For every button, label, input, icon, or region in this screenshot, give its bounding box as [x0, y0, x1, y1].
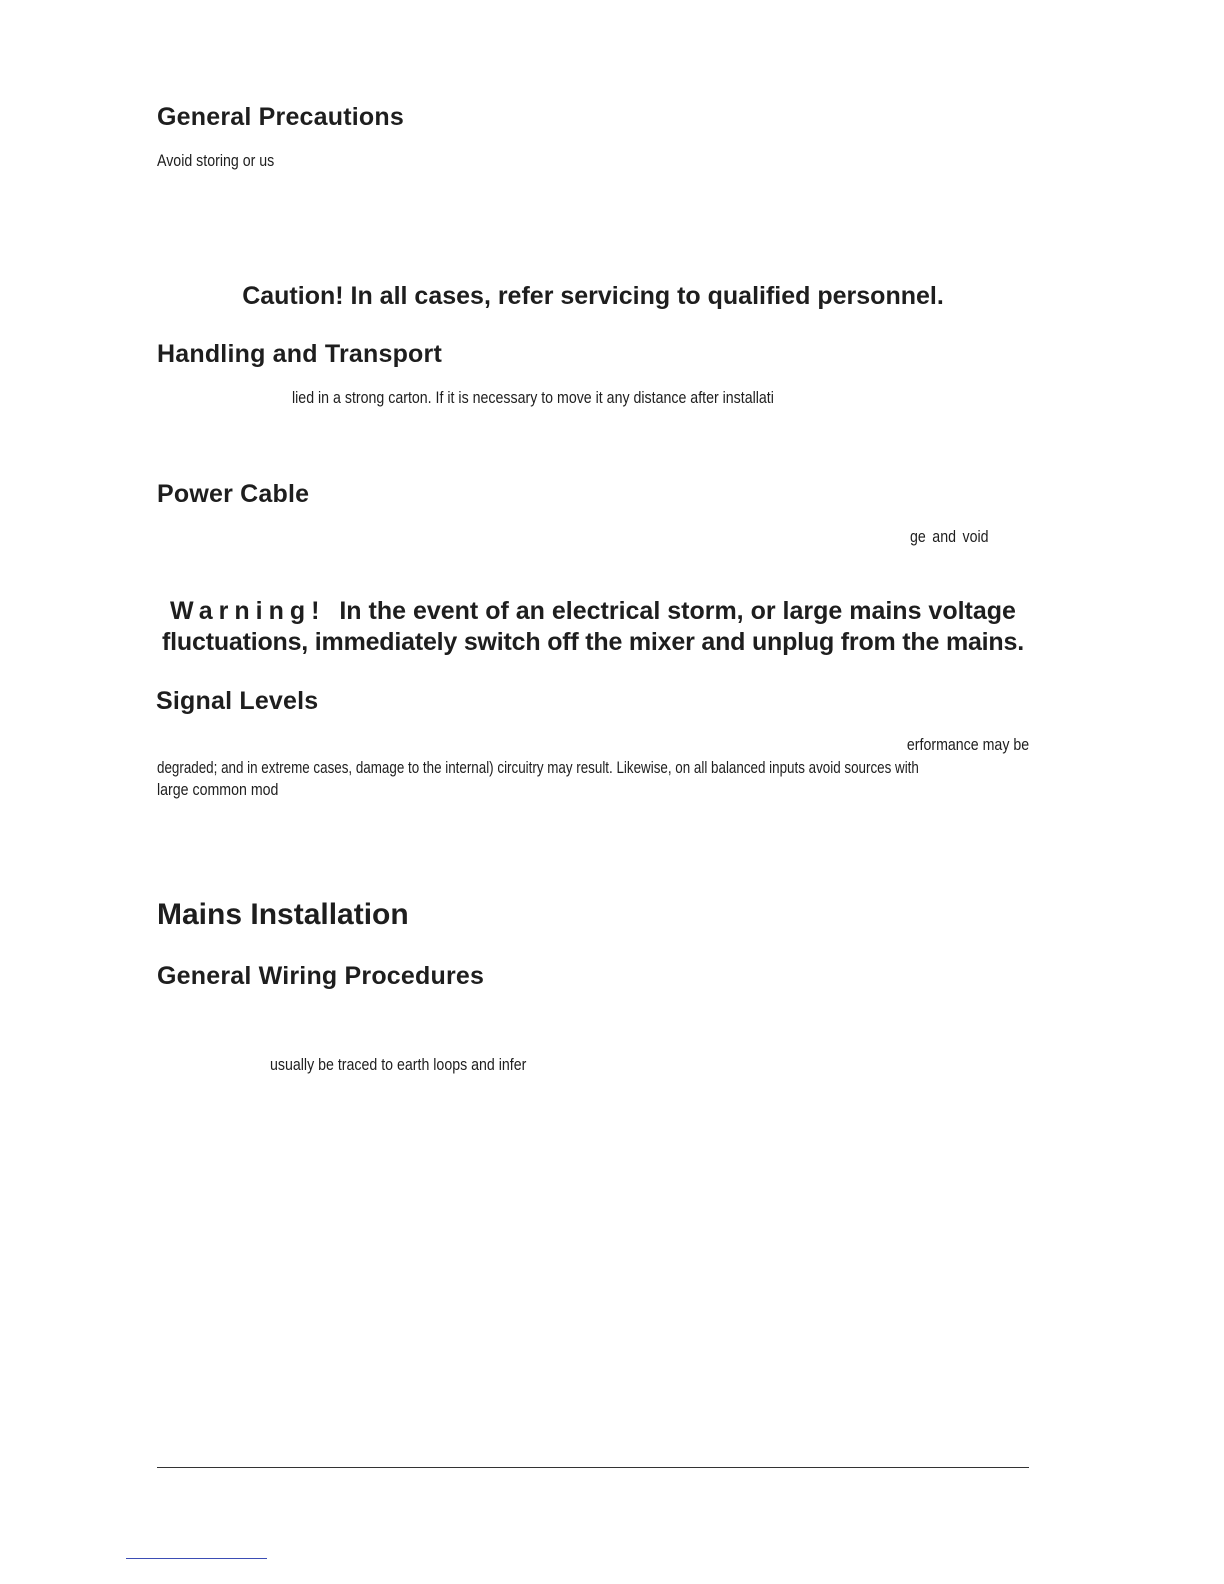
signal-levels-line-1: erformance may be	[906, 736, 1029, 754]
general-wiring-text: usually be traced to earth loops and infer	[270, 1056, 527, 1074]
signal-levels-line-2: degraded; and in extreme cases, damage to the internal) circuitry may result. Likewise, on all balanced inputs avoid sources with	[157, 758, 919, 777]
section-heading-handling-transport: Handling and Transport	[157, 340, 442, 368]
page-section-title-mains-installation: Mains Installation	[157, 898, 409, 931]
warning-callout	[157, 596, 1029, 658]
warning-line-2: fluctuations, immediately switch off the mixer and unplug from the mains.	[162, 628, 1024, 656]
section-heading-general-precautions: General Precautions	[157, 103, 404, 131]
caution-callout: Caution! In all cases, refer servicing to qualified personnel.	[242, 282, 944, 310]
general-precautions-text: Avoid storing or us	[157, 152, 275, 170]
section-heading-power-cable: Power Cable	[157, 480, 310, 508]
warning-label: Warning!	[170, 597, 326, 625]
footer-link-underline[interactable]	[126, 1558, 267, 1559]
section-heading-general-wiring: General Wiring Procedures	[157, 962, 485, 990]
section-heading-signal-levels: Signal Levels	[156, 687, 319, 715]
warning-line-1	[157, 596, 1029, 627]
signal-levels-paragraph	[157, 734, 1029, 802]
warning-line-1-text: In the event of an electrical storm, or large mains voltage	[339, 597, 1016, 625]
power-cable-text: ge and void	[910, 528, 989, 546]
signal-levels-line-3: large common mod	[157, 781, 279, 799]
handling-transport-text: lied in a strong carton. If it is necessary to move it any distance after installati	[292, 389, 774, 407]
footer-divider	[157, 1467, 1029, 1468]
